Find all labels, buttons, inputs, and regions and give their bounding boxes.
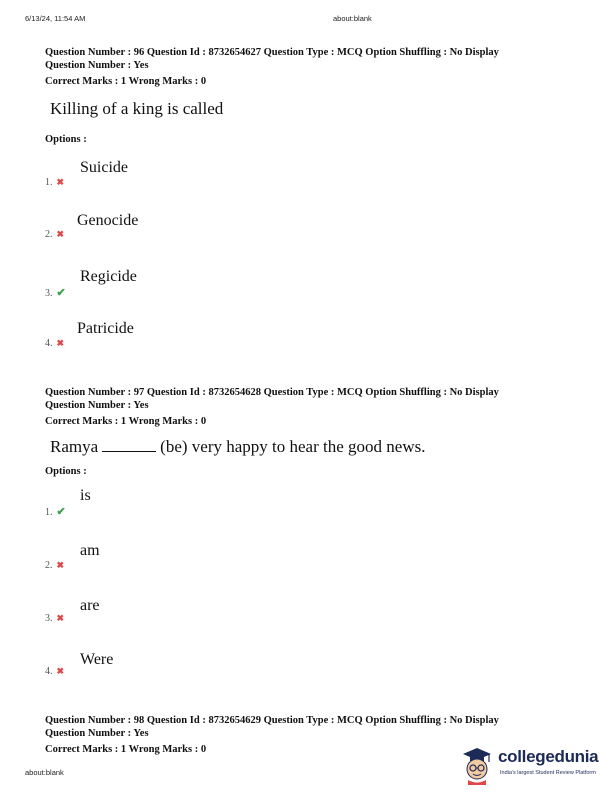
- meta-line: Question Number : Yes: [45, 400, 149, 411]
- cross-icon: ✖: [56, 666, 65, 676]
- option-number: 4. ✖: [45, 338, 65, 349]
- meta-line: Question Number : Yes: [45, 60, 149, 71]
- option-label: Regicide: [80, 268, 137, 285]
- print-timestamp: 6/13/24, 11:54 AM: [25, 14, 86, 23]
- option-number: 2. ✖: [45, 560, 65, 571]
- question-text-before: Ramya: [50, 437, 99, 456]
- check-icon: ✔: [56, 287, 66, 299]
- meta-line: Question Number : 98 Question Id : 8732654629 Question Type : MCQ Option Shuffling : No Display: [45, 715, 499, 726]
- print-footer-url: about:blank: [25, 768, 64, 777]
- options-heading: Options :: [45, 466, 87, 477]
- collegedunia-logo: [455, 743, 610, 789]
- option-number: 1. ✔: [45, 506, 66, 518]
- logo-tagline: India's largest Student Review Platform: [500, 770, 596, 776]
- question-96-meta: [45, 46, 499, 88]
- meta-line: Correct Marks : 1 Wrong Marks : 0: [45, 416, 207, 427]
- option-number: 3. ✔: [45, 287, 66, 299]
- option-number: 2. ✖: [45, 229, 65, 240]
- cross-icon: ✖: [56, 177, 65, 187]
- meta-line: Correct Marks : 1 Wrong Marks : 0: [45, 76, 207, 87]
- options-heading: Options :: [45, 134, 87, 145]
- cross-icon: ✖: [56, 560, 65, 570]
- cross-icon: ✖: [56, 338, 65, 348]
- option-label: are: [80, 597, 100, 614]
- cross-icon: ✖: [56, 229, 65, 239]
- question-97-text: [50, 437, 425, 457]
- question-98-meta: [45, 714, 499, 756]
- option-number: 3. ✖: [45, 613, 65, 624]
- meta-line: Question Number : 97 Question Id : 8732654628 Question Type : MCQ Option Shuffling : No Display: [45, 387, 499, 398]
- meta-line: Question Number : 96 Question Id : 8732654627 Question Type : MCQ Option Shuffling : No Display: [45, 47, 499, 58]
- print-page-title: about:blank: [333, 14, 372, 23]
- option-label: Were: [80, 651, 114, 668]
- option-number: 4. ✖: [45, 666, 65, 677]
- logo-wordmark: collegedunia: [498, 747, 599, 766]
- cross-icon: ✖: [56, 613, 65, 623]
- graduate-mascot-icon: [460, 745, 494, 785]
- meta-line: Question Number : Yes: [45, 728, 149, 739]
- option-label: Patricide: [77, 320, 134, 337]
- question-96-text: Killing of a king is called: [50, 99, 224, 118]
- option-label: am: [80, 542, 100, 559]
- option-number: 1. ✖: [45, 177, 65, 188]
- answer-blank: [102, 438, 156, 452]
- option-label: is: [80, 487, 91, 504]
- meta-line: Correct Marks : 1 Wrong Marks : 0: [45, 744, 207, 755]
- question-97-meta: [45, 386, 499, 428]
- question-text-after: (be) very happy to hear the good news.: [160, 437, 426, 456]
- option-label: Genocide: [77, 212, 139, 229]
- option-label: Suicide: [80, 159, 128, 176]
- check-icon: ✔: [56, 506, 66, 518]
